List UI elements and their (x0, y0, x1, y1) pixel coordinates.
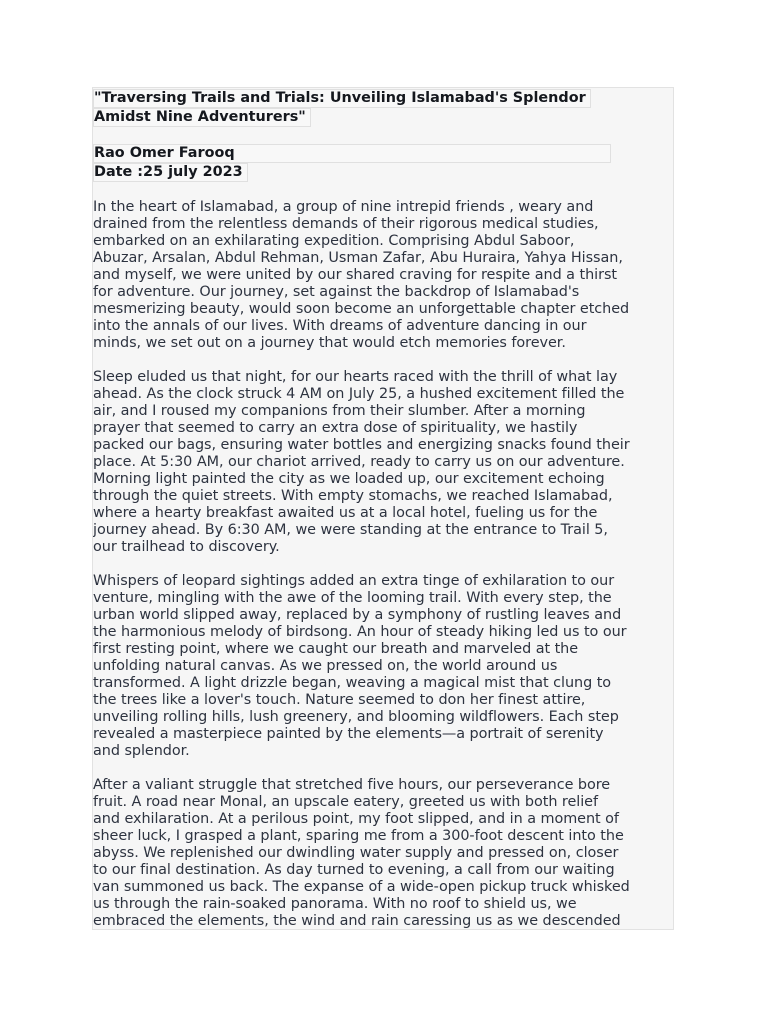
spacer (93, 127, 674, 144)
author-name: Rao Omer Farooq (93, 144, 611, 163)
title-line-2 (93, 108, 674, 127)
spacer (93, 352, 674, 369)
document-content (93, 89, 674, 930)
title-line-1 (93, 89, 674, 108)
paragraph-1: In the heart of Islamabad, a group of nine intrepid friends , weary and drained from the relentless demands of their rigorous medical studies, embarked on an exhilarating expedition. Comprising Abdul Saboor, Abuzar, Arsalan, Abdul Rehman, Usman Zafar, Abu Huraira, Yahya Hissan, and myself, we were united by our shared craving for respite and a thirst for adventure. Our journey, set against the backdrop of Islamabad's mesmerizing beauty, would soon become an unforgettable chapter etched into the annals of our lives. With dreams of adventure dancing in our minds, we set out on a journey that would etch memories forever. (93, 199, 630, 351)
date-line (93, 163, 674, 182)
paragraph-4: After a valiant struggle that stretched five hours, our perseverance bore fruit. A road near Monal, an upscale eatery, greeted us with both relief and exhilaration. At a perilous point, my foot slipped, and in a moment of sheer luck, I grasped a plant, sparing me from a 300-foot descent into the abyss. We replenished our dwindling water supply and pressed on, closer to our final destination. As day turned to evening, a call from our waiting van summoned us back. The expanse of a wide-open pickup truck whisked us through the rain-soaked panorama. With no roof to shield us, we embraced the elements, the wind and rain caressing us as we descended (93, 777, 630, 929)
spacer (93, 556, 674, 573)
paragraph-3: Whispers of leopard sightings added an extra tinge of exhilaration to our venture, mingling with the awe of the looming trail. With every step, the urban world slipped away, replaced by a symphony of rustling leaves and the harmonious melody of birdsong. An hour of steady hiking led us to our first resting point, where we caught our breath and marveled at the unfolding natural canvas. As we pressed on, the world around us transformed. A light drizzle began, weaving a magical mist that clung to the trees like a lover's touch. Nature seemed to don her finest attire, unveiling rolling hills, lush greenery, and blooming wildflowers. Each step revealed a masterpiece painted by the elements—a portrait of serenity and splendor. (93, 573, 627, 759)
spacer (93, 182, 674, 199)
document-text-area (92, 87, 674, 930)
spacer (93, 760, 674, 777)
title-text-2: Amidst Nine Adventurers" (93, 108, 311, 127)
author-line (93, 144, 674, 163)
paragraph-2: Sleep eluded us that night, for our hearts raced with the thrill of what lay ahead. As the clock struck 4 AM on July 25, a hushed excitement filled the air, and I roused my companions from their slumber. After a morning prayer that seemed to carry an extra dose of spirituality, we hastily packed our bags, ensuring water bottles and energizing snacks found their place. At 5:30 AM, our chariot arrived, ready to carry us on our adventure. Morning light painted the city as we loaded up, our excitement echoing through the quiet streets. With empty stomachs, we reached Islamabad, where a hearty breakfast awaited us at a local hotel, fueling us for the journey ahead. By 6:30 AM, we were standing at the entrance to Trail 5, our trailhead to discovery. (93, 369, 630, 555)
document-date: Date :25 july 2023 (93, 163, 248, 182)
title-text-1: "Traversing Trails and Trials: Unveiling Islamabad's Splendor (93, 89, 591, 108)
